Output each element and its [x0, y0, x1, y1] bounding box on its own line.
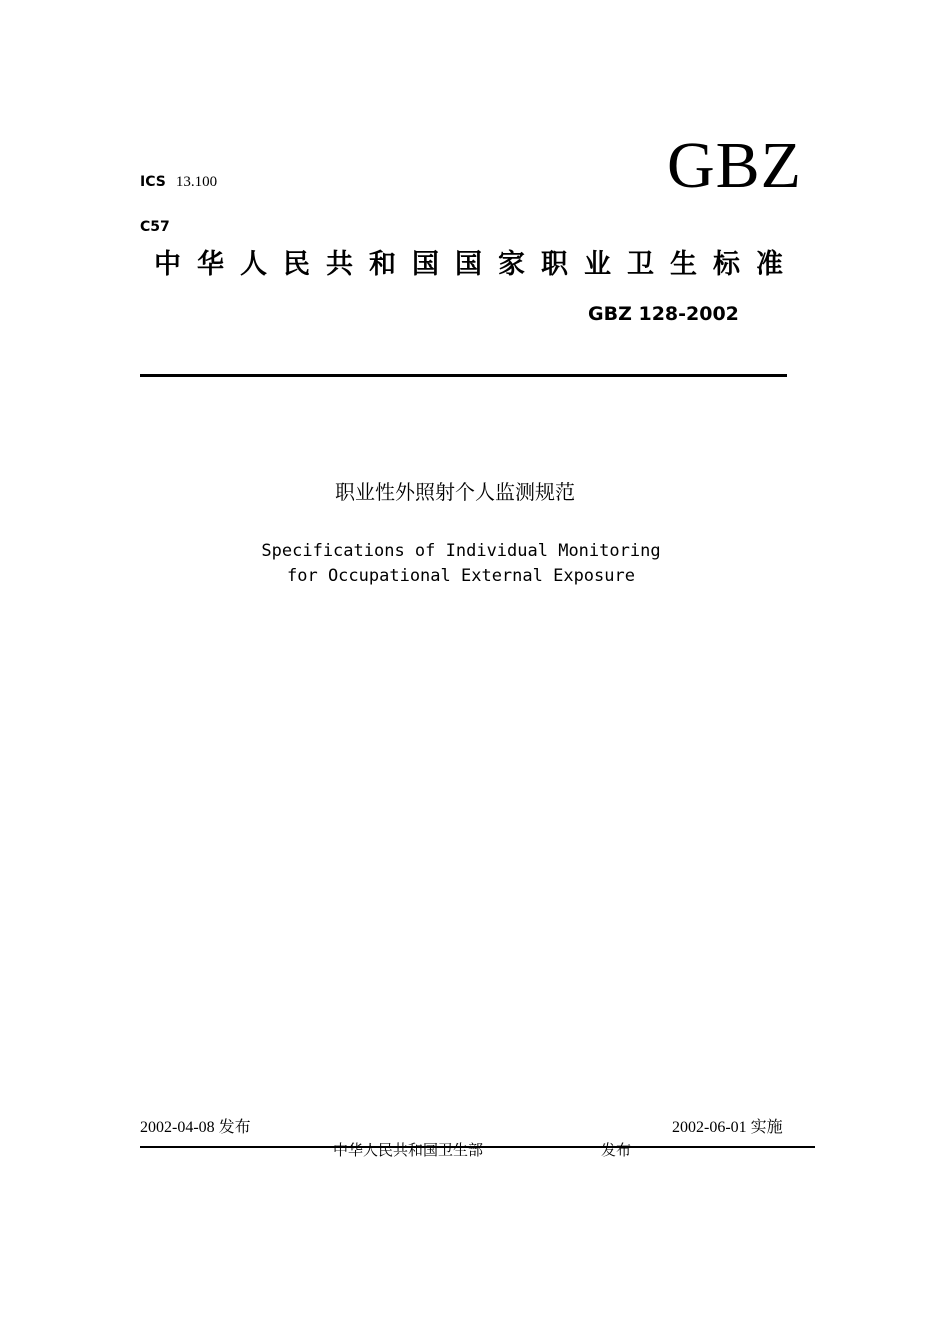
issuing-authority-suffix: 发布: [601, 1141, 632, 1159]
national-standard-title: 中华人民共和国国家职业卫生标准: [154, 249, 799, 280]
document-title-english-line1: Specifications of Individual Monitoring: [261, 541, 661, 561]
ics-label: ICS: [140, 174, 166, 190]
ics-line: [140, 174, 217, 191]
implementation-date: 2002-06-01 实施: [672, 1119, 783, 1136]
gbz-logo: GBZ: [667, 129, 802, 202]
issue-date: 2002-04-08 发布: [140, 1119, 251, 1136]
document-title-chinese: 职业性外照射个人监测规范: [335, 480, 575, 504]
ics-code: 13.100: [175, 174, 218, 190]
ccs-code: C57: [140, 219, 170, 235]
issuing-authority: 中华人民共和国卫生部: [333, 1141, 484, 1159]
header-divider: [140, 374, 787, 377]
standard-number: GBZ 128-2002: [588, 303, 739, 325]
document-title-english-line2: for Occupational External Exposure: [287, 566, 635, 586]
